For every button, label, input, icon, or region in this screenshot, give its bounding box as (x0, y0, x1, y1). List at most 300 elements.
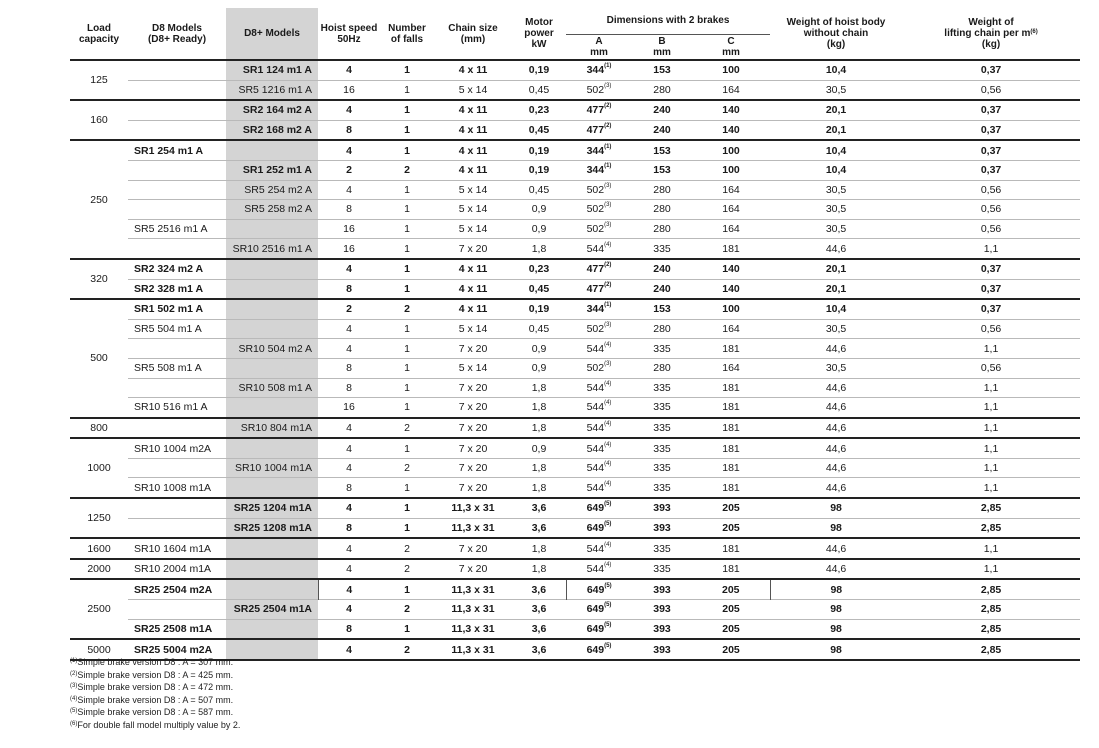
footnote-mark: (5) (604, 621, 612, 628)
c-cell: 181 (692, 239, 770, 259)
d8p-cell (226, 279, 318, 299)
falls-cell: 1 (380, 339, 434, 359)
footnote-mark: (3) (604, 202, 612, 209)
c-cell: 181 (692, 339, 770, 359)
c-cell: 164 (692, 319, 770, 339)
falls-cell: 1 (380, 100, 434, 120)
chain-cell: 7 x 20 (434, 538, 512, 559)
c-cell: 100 (692, 140, 770, 160)
chain-w-cell: 0,37 (902, 60, 1080, 80)
power-cell: 3,6 (512, 600, 566, 620)
chain-w-cell: 1,1 (902, 398, 1080, 418)
footnote-mark: (3) (70, 683, 78, 689)
falls-cell: 1 (380, 60, 434, 80)
footnotes (70, 656, 240, 731)
b-cell: 335 (632, 478, 692, 498)
chain-w-cell: 1,1 (902, 559, 1080, 580)
footnote-line (70, 719, 240, 732)
chain-w-cell: 1,1 (902, 478, 1080, 498)
chain-cell: 5 x 14 (434, 319, 512, 339)
specifications-table (70, 8, 1080, 661)
footnote-mark: (1) (604, 163, 612, 170)
footnote-mark: (4) (604, 341, 612, 348)
weight-cell: 20,1 (770, 100, 902, 120)
weight-cell: 44,6 (770, 339, 902, 359)
power-cell: 0,45 (512, 279, 566, 299)
b-cell: 393 (632, 619, 692, 639)
d8-cell: SR1 502 m1 A (128, 299, 226, 319)
load-capacity-cell: 2500 (70, 579, 128, 639)
power-cell: 0,9 (512, 358, 566, 378)
d8-cell (128, 239, 226, 259)
load-capacity-cell: 320 (70, 259, 128, 299)
power-cell: 1,8 (512, 398, 566, 418)
speed-cell: 4 (318, 319, 380, 339)
footnote-mark: (2) (70, 670, 78, 677)
table-row (70, 619, 1080, 639)
dim-a-value: 502 (586, 203, 605, 216)
footnote-mark: (1) (604, 63, 612, 70)
b-cell: 240 (632, 259, 692, 279)
power-cell: 0,19 (512, 160, 566, 180)
footnote-mark: (3) (604, 82, 612, 89)
speed-cell: 4 (318, 538, 380, 559)
b-cell: 153 (632, 299, 692, 319)
load-capacity-cell: 2000 (70, 559, 128, 580)
c-cell: 140 (692, 259, 770, 279)
weight-cell: 98 (770, 600, 902, 620)
chain-cell: 11,3 x 31 (434, 498, 512, 518)
chain-w-cell: 1,1 (902, 538, 1080, 559)
footnote-mark: (4) (604, 380, 612, 387)
chain-cell: 4 x 11 (434, 299, 512, 319)
d8p-cell (226, 299, 318, 319)
power-cell: 0,19 (512, 299, 566, 319)
header-d8-models (128, 8, 226, 60)
chain-cell: 7 x 20 (434, 559, 512, 580)
chain-w-cell: 2,85 (902, 639, 1080, 660)
c-cell: 205 (692, 579, 770, 599)
dim-a-value: 344 (586, 64, 605, 77)
weight-cell: 20,1 (770, 259, 902, 279)
dim-a-cell (566, 378, 632, 398)
dim-a-value: 649 (586, 502, 605, 515)
chain-w-cell: 0,37 (902, 299, 1080, 319)
dim-a-value: 502 (586, 83, 605, 96)
chain-cell: 11,3 x 31 (434, 518, 512, 538)
header-text: Weight of (968, 17, 1014, 28)
d8p-cell: SR2 168 m2 A (226, 120, 318, 140)
dim-a-value: 502 (586, 323, 605, 336)
weight-cell: 30,5 (770, 219, 902, 239)
power-cell: 3,6 (512, 518, 566, 538)
d8-cell (128, 498, 226, 518)
dim-a-cell (566, 339, 632, 359)
dim-a-cell (566, 180, 632, 200)
chain-cell: 7 x 20 (434, 339, 512, 359)
speed-cell: 4 (318, 180, 380, 200)
falls-cell: 1 (380, 358, 434, 378)
dim-a-value: 477 (586, 263, 605, 276)
header-chain-size (434, 8, 512, 60)
power-cell: 0,23 (512, 259, 566, 279)
footnote-mark: (4) (604, 241, 612, 248)
b-cell: 335 (632, 239, 692, 259)
c-cell: 140 (692, 120, 770, 140)
dim-a-value: 649 (586, 583, 605, 596)
b-cell: 240 (632, 279, 692, 299)
d8-cell: SR5 2516 m1 A (128, 219, 226, 239)
chain-w-cell: 0,37 (902, 160, 1080, 180)
dim-a-cell (566, 518, 632, 538)
chain-w-cell: 0,56 (902, 319, 1080, 339)
b-cell: 335 (632, 378, 692, 398)
d8-cell: SR5 504 m1 A (128, 319, 226, 339)
footnote-mark: (3) (604, 322, 612, 329)
header-text: lifting chain per m (944, 28, 1031, 39)
chain-w-cell: 0,56 (902, 358, 1080, 378)
weight-cell: 44,6 (770, 398, 902, 418)
power-cell: 1,8 (512, 418, 566, 439)
d8p-cell: SR25 1208 m1A (226, 518, 318, 538)
d8-cell (128, 120, 226, 140)
chain-w-cell: 0,37 (902, 100, 1080, 120)
c-cell: 181 (692, 538, 770, 559)
weight-cell: 44,6 (770, 418, 902, 439)
footnote-mark: (3) (604, 222, 612, 229)
speed-cell: 2 (318, 299, 380, 319)
weight-cell: 10,4 (770, 299, 902, 319)
d8p-cell: SR10 804 m1A (226, 418, 318, 439)
weight-cell: 30,5 (770, 180, 902, 200)
falls-cell: 1 (380, 239, 434, 259)
d8-cell: SR25 5004 m2A (128, 639, 226, 660)
table-row (70, 160, 1080, 180)
b-cell: 335 (632, 438, 692, 458)
dim-a-cell (566, 498, 632, 518)
dim-a-value: 544 (586, 481, 605, 494)
d8-cell (128, 100, 226, 120)
table-row (70, 600, 1080, 620)
table-row (70, 358, 1080, 378)
power-cell: 1,8 (512, 378, 566, 398)
load-capacity-cell: 1600 (70, 538, 128, 559)
header-text: capacity (78, 33, 120, 45)
c-cell: 205 (692, 639, 770, 660)
dim-a-cell (566, 60, 632, 80)
speed-cell: 4 (318, 498, 380, 518)
table-row (70, 219, 1080, 239)
d8-cell (128, 200, 226, 220)
chain-w-cell: 1,1 (902, 458, 1080, 478)
weight-cell: 30,5 (770, 358, 902, 378)
d8-cell (128, 518, 226, 538)
table-body (70, 60, 1080, 660)
header-text: of falls (390, 33, 424, 45)
dim-a-value: 544 (586, 563, 605, 576)
dim-a-cell (566, 538, 632, 559)
dim-a-cell (566, 100, 632, 120)
c-cell: 181 (692, 398, 770, 418)
b-cell: 393 (632, 498, 692, 518)
d8-cell: SR10 2004 m1A (128, 559, 226, 580)
power-cell: 1,8 (512, 478, 566, 498)
speed-cell: 4 (318, 438, 380, 458)
falls-cell: 1 (380, 180, 434, 200)
speed-cell: 4 (318, 140, 380, 160)
dim-a-cell (566, 200, 632, 220)
c-cell: 164 (692, 200, 770, 220)
power-cell: 0,45 (512, 120, 566, 140)
chain-cell: 4 x 11 (434, 120, 512, 140)
falls-cell: 1 (380, 518, 434, 538)
dim-a-value: 477 (586, 104, 605, 117)
c-cell: 205 (692, 498, 770, 518)
d8p-cell (226, 398, 318, 418)
load-capacity-cell: 1000 (70, 438, 128, 498)
chain-cell: 7 x 20 (434, 458, 512, 478)
weight-cell: 30,5 (770, 319, 902, 339)
header-weight-chain (902, 8, 1080, 60)
chain-cell: 7 x 20 (434, 438, 512, 458)
dim-a-cell (566, 478, 632, 498)
d8-cell (128, 180, 226, 200)
dim-a-value: 544 (586, 542, 605, 555)
c-cell: 205 (692, 600, 770, 620)
header-dim-b (632, 34, 692, 60)
power-cell: 0,9 (512, 219, 566, 239)
table-row (70, 80, 1080, 100)
dim-a-value: 477 (586, 282, 605, 295)
table-row (70, 200, 1080, 220)
header-text: (D8+ Ready) (147, 33, 207, 45)
d8p-cell: SR5 1216 m1 A (226, 80, 318, 100)
weight-cell: 44,6 (770, 239, 902, 259)
chain-w-cell: 1,1 (902, 418, 1080, 439)
speed-cell: 4 (318, 339, 380, 359)
dim-a-value: 544 (586, 342, 605, 355)
falls-cell: 1 (380, 579, 434, 599)
table-row (70, 259, 1080, 279)
dim-a-cell (566, 279, 632, 299)
dim-a-cell (566, 458, 632, 478)
weight-cell: 20,1 (770, 120, 902, 140)
weight-cell: 98 (770, 518, 902, 538)
speed-cell: 8 (318, 120, 380, 140)
d8-cell: SR25 2508 m1A (128, 619, 226, 639)
c-cell: 100 (692, 160, 770, 180)
d8p-cell (226, 140, 318, 160)
power-cell: 0,45 (512, 80, 566, 100)
weight-cell: 30,5 (770, 200, 902, 220)
header-text: power (524, 28, 554, 39)
chain-cell: 5 x 14 (434, 80, 512, 100)
speed-cell: 8 (318, 279, 380, 299)
weight-cell: 44,6 (770, 378, 902, 398)
chain-w-cell: 0,37 (902, 120, 1080, 140)
b-cell: 280 (632, 80, 692, 100)
table-row (70, 518, 1080, 538)
falls-cell: 1 (380, 378, 434, 398)
header-text: 50Hz (337, 33, 361, 45)
header-dim-a (566, 34, 632, 60)
speed-cell: 8 (318, 478, 380, 498)
weight-cell: 10,4 (770, 60, 902, 80)
dim-a-value: 344 (586, 164, 605, 177)
table-row (70, 299, 1080, 319)
header-motor-power (512, 8, 566, 60)
header-text: Motor (525, 17, 553, 28)
speed-cell: 4 (318, 579, 380, 599)
chain-w-cell: 2,85 (902, 619, 1080, 639)
c-cell: 181 (692, 559, 770, 580)
falls-cell: 2 (380, 299, 434, 319)
weight-cell: 44,6 (770, 458, 902, 478)
table-row (70, 279, 1080, 299)
footnote-mark: (5) (70, 708, 78, 714)
falls-cell: 2 (380, 559, 434, 580)
d8p-cell: SR1 252 m1 A (226, 160, 318, 180)
chain-w-cell: 0,56 (902, 219, 1080, 239)
d8p-cell: SR10 2516 m1 A (226, 239, 318, 259)
table-row (70, 478, 1080, 498)
dim-a-value: 544 (586, 381, 605, 394)
d8-cell (128, 458, 226, 478)
weight-cell: 44,6 (770, 538, 902, 559)
load-capacity-cell: 250 (70, 140, 128, 259)
power-cell: 3,6 (512, 619, 566, 639)
d8-cell: SR2 328 m1 A (128, 279, 226, 299)
footnote-line (70, 706, 240, 719)
chain-cell: 7 x 20 (434, 239, 512, 259)
dim-a-cell (566, 80, 632, 100)
footnote-mark: (2) (604, 103, 612, 110)
dim-a-cell (566, 140, 632, 160)
weight-cell: 98 (770, 579, 902, 599)
c-cell: 181 (692, 438, 770, 458)
table-row (70, 319, 1080, 339)
d8p-cell: SR1 124 m1 A (226, 60, 318, 80)
dim-a-cell (566, 418, 632, 439)
speed-cell: 8 (318, 358, 380, 378)
d8p-cell: SR10 1004 m1A (226, 458, 318, 478)
power-cell: 1,8 (512, 239, 566, 259)
footnote-line (70, 669, 240, 682)
b-cell: 240 (632, 120, 692, 140)
footnote-mark: (5) (604, 582, 612, 589)
chain-cell: 4 x 11 (434, 100, 512, 120)
d8p-cell (226, 219, 318, 239)
footnote-text: Simple brake version D8 : A = 587 mm. (77, 707, 234, 717)
weight-cell: 44,6 (770, 478, 902, 498)
load-capacity-cell: 160 (70, 100, 128, 140)
header-d8plus-models: D8+ Models (226, 8, 318, 60)
table-row (70, 100, 1080, 120)
b-cell: 153 (632, 140, 692, 160)
c-cell: 181 (692, 458, 770, 478)
dim-a-value: 344 (586, 144, 605, 157)
chain-w-cell: 2,85 (902, 498, 1080, 518)
b-cell: 280 (632, 358, 692, 378)
c-cell: 100 (692, 60, 770, 80)
d8-cell (128, 339, 226, 359)
b-cell: 280 (632, 319, 692, 339)
table-row (70, 239, 1080, 259)
speed-cell: 2 (318, 160, 380, 180)
d8-cell (128, 60, 226, 80)
dim-a-cell (566, 160, 632, 180)
dim-a-cell (566, 559, 632, 580)
table-row (70, 559, 1080, 580)
footnote-mark: (4) (70, 695, 78, 702)
d8p-cell: SR25 1204 m1A (226, 498, 318, 518)
chain-w-cell: 1,1 (902, 378, 1080, 398)
weight-cell: 98 (770, 498, 902, 518)
c-cell: 140 (692, 100, 770, 120)
table-row (70, 579, 1080, 599)
falls-cell: 1 (380, 478, 434, 498)
d8p-cell (226, 478, 318, 498)
dim-a-value: 649 (586, 603, 605, 616)
d8p-cell: SR10 504 m2 A (226, 339, 318, 359)
header-text: Hoist speed (320, 22, 378, 34)
power-cell: 0,45 (512, 180, 566, 200)
power-cell: 3,6 (512, 579, 566, 599)
speed-cell: 4 (318, 600, 380, 620)
weight-cell: 10,4 (770, 160, 902, 180)
header-text: D8 Models (151, 22, 202, 34)
footnote-mark: (4) (604, 562, 612, 569)
d8-cell: SR10 1004 m2A (128, 438, 226, 458)
footnote-mark: (5) (604, 602, 612, 609)
footnote-mark: (4) (604, 541, 612, 548)
b-cell: 153 (632, 160, 692, 180)
falls-cell: 1 (380, 398, 434, 418)
load-capacity-cell: 125 (70, 60, 128, 100)
power-cell: 1,8 (512, 458, 566, 478)
dim-a-cell (566, 299, 632, 319)
dim-a-cell (566, 358, 632, 378)
chain-cell: 11,3 x 31 (434, 639, 512, 660)
b-cell: 280 (632, 219, 692, 239)
d8p-cell (226, 538, 318, 559)
chain-w-cell: 0,56 (902, 180, 1080, 200)
speed-cell: 16 (318, 239, 380, 259)
power-cell: 0,9 (512, 200, 566, 220)
speed-cell: 16 (318, 219, 380, 239)
b-cell: 240 (632, 100, 692, 120)
d8-cell (128, 418, 226, 439)
b-cell: 335 (632, 398, 692, 418)
b-cell: 280 (632, 180, 692, 200)
dim-a-cell (566, 319, 632, 339)
header-text: mm (590, 46, 608, 58)
chain-cell: 7 x 20 (434, 398, 512, 418)
d8p-cell: SR5 258 m2 A (226, 200, 318, 220)
power-cell: 1,8 (512, 559, 566, 580)
c-cell: 181 (692, 478, 770, 498)
c-cell: 205 (692, 518, 770, 538)
d8-cell (128, 80, 226, 100)
chain-w-cell: 0,56 (902, 80, 1080, 100)
header-text: (kg) (826, 39, 846, 50)
b-cell: 153 (632, 60, 692, 80)
power-cell: 0,9 (512, 438, 566, 458)
chain-cell: 4 x 11 (434, 140, 512, 160)
d8-cell (128, 160, 226, 180)
falls-cell: 1 (380, 120, 434, 140)
load-capacity-cell: 1250 (70, 498, 128, 538)
